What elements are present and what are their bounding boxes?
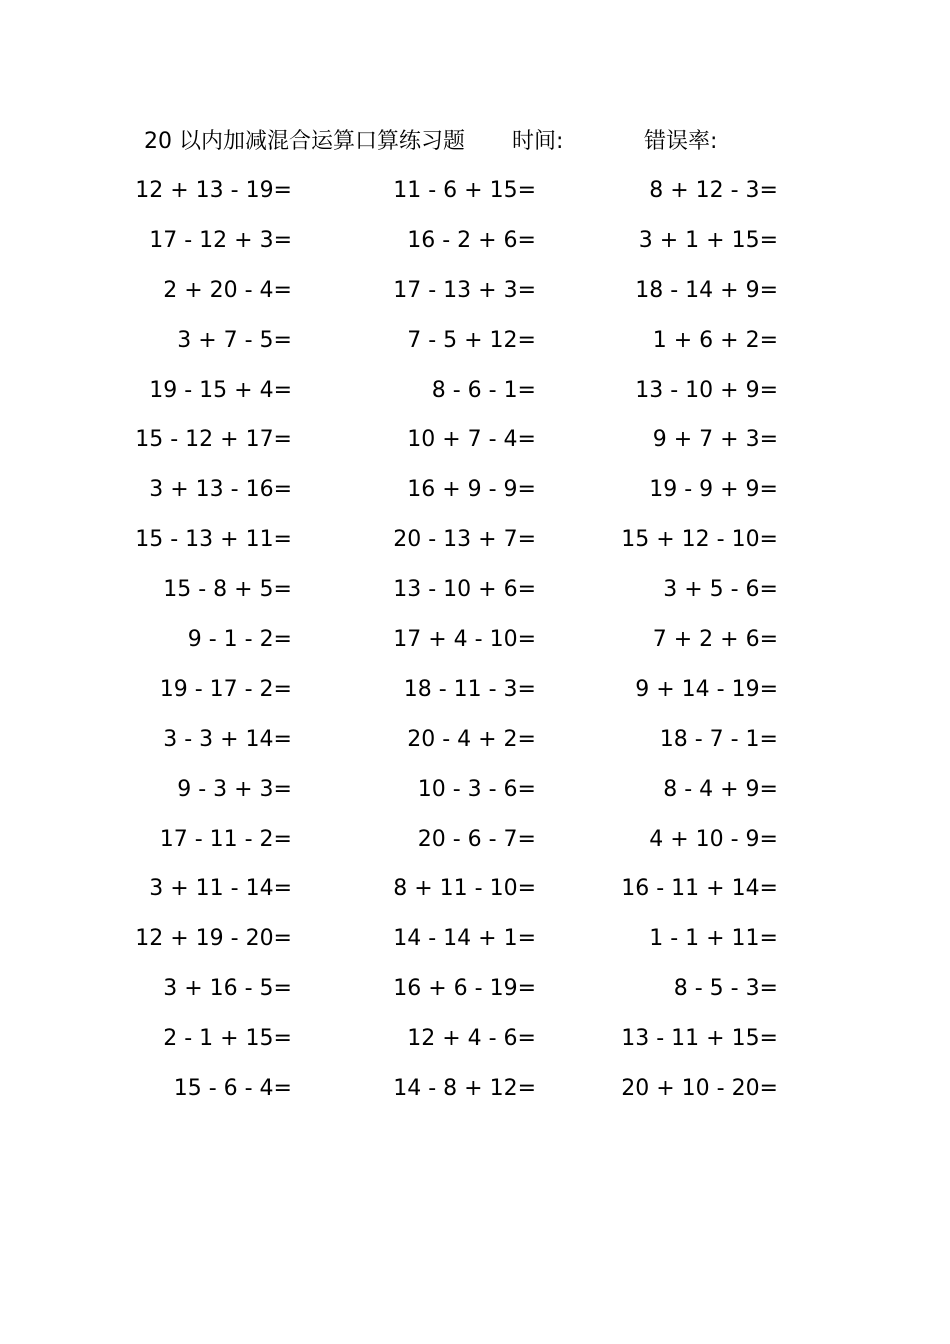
arithmetic-problem: 20 + 10 - 20= <box>621 1076 778 1102</box>
problem-row <box>0 720 950 770</box>
worksheet-title: 20 以内加减混合运算口算练习题 <box>144 129 465 154</box>
arithmetic-problem: 8 + 11 - 10= <box>393 876 536 902</box>
arithmetic-problem: 3 + 1 + 15= <box>638 227 778 253</box>
arithmetic-problem: 13 - 10 + 6= <box>393 577 536 603</box>
arithmetic-problem: 16 + 6 - 19= <box>393 976 536 1002</box>
arithmetic-problem: 2 - 1 + 15= <box>163 1026 292 1052</box>
arithmetic-problem: 10 + 7 - 4= <box>407 427 536 453</box>
arithmetic-problem: 15 - 12 + 17= <box>135 427 292 453</box>
arithmetic-problem: 19 - 17 - 2= <box>159 676 292 702</box>
arithmetic-problem: 17 + 4 - 10= <box>393 627 536 653</box>
arithmetic-problem: 3 + 13 - 16= <box>149 477 292 503</box>
problem-row <box>0 171 950 221</box>
arithmetic-problem: 8 - 6 - 1= <box>431 377 536 403</box>
arithmetic-problem: 17 - 11 - 2= <box>159 826 292 852</box>
arithmetic-problem: 11 - 6 + 15= <box>393 178 536 203</box>
arithmetic-problem: 14 - 8 + 12= <box>393 1076 536 1102</box>
arithmetic-problem: 14 - 14 + 1= <box>393 926 536 952</box>
arithmetic-problem: 4 + 10 - 9= <box>649 826 778 852</box>
arithmetic-problem: 1 + 6 + 2= <box>652 327 778 353</box>
problem-row <box>0 770 950 820</box>
arithmetic-problem: 10 - 3 - 6= <box>417 776 536 802</box>
arithmetic-problem: 16 - 2 + 6= <box>407 227 536 253</box>
arithmetic-problem: 15 - 13 + 11= <box>135 527 292 553</box>
arithmetic-problem: 20 - 4 + 2= <box>407 726 536 752</box>
problem-row <box>0 520 950 570</box>
arithmetic-problem: 3 + 16 - 5= <box>163 976 292 1002</box>
arithmetic-problem: 19 - 9 + 9= <box>649 477 778 503</box>
problem-row <box>0 969 950 1019</box>
arithmetic-problem: 3 + 7 - 5= <box>177 327 292 353</box>
problem-row <box>0 371 950 421</box>
arithmetic-problem: 17 - 12 + 3= <box>149 227 292 253</box>
arithmetic-problem: 13 - 10 + 9= <box>635 377 778 403</box>
arithmetic-problem: 12 + 19 - 20= <box>135 926 292 952</box>
problem-row <box>0 321 950 371</box>
problem-row <box>0 221 950 271</box>
arithmetic-problem: 9 + 7 + 3= <box>652 427 778 453</box>
arithmetic-problem: 1 - 1 + 11= <box>649 926 778 952</box>
arithmetic-problem: 3 - 3 + 14= <box>163 726 292 752</box>
arithmetic-problem: 12 + 4 - 6= <box>407 1026 536 1052</box>
arithmetic-problem: 20 - 6 - 7= <box>417 826 536 852</box>
arithmetic-problem: 8 + 12 - 3= <box>649 178 778 203</box>
arithmetic-problem: 18 - 7 - 1= <box>659 726 778 752</box>
arithmetic-problem: 17 - 13 + 3= <box>393 277 536 303</box>
arithmetic-problem: 8 - 5 - 3= <box>673 976 778 1002</box>
arithmetic-problem: 7 - 5 + 12= <box>407 327 536 353</box>
arithmetic-problem: 3 + 5 - 6= <box>663 577 778 603</box>
arithmetic-problem: 18 - 14 + 9= <box>635 277 778 303</box>
problem-row <box>0 420 950 470</box>
arithmetic-problem: 19 - 15 + 4= <box>149 377 292 403</box>
problem-grid <box>0 171 950 1119</box>
arithmetic-problem: 20 - 13 + 7= <box>393 527 536 553</box>
arithmetic-problem: 3 + 11 - 14= <box>149 876 292 902</box>
problem-row <box>0 271 950 321</box>
arithmetic-problem: 15 + 12 - 10= <box>621 527 778 553</box>
problem-row <box>0 470 950 520</box>
arithmetic-problem: 9 - 1 - 2= <box>187 627 292 653</box>
time-label: 时间: <box>512 129 564 154</box>
arithmetic-problem: 13 - 11 + 15= <box>621 1026 778 1052</box>
arithmetic-problem: 2 + 20 - 4= <box>163 277 292 303</box>
arithmetic-problem: 12 + 13 - 19= <box>135 178 292 203</box>
problem-row <box>0 620 950 670</box>
problem-row <box>0 869 950 919</box>
worksheet-header <box>0 124 950 160</box>
problem-row <box>0 670 950 720</box>
arithmetic-problem: 8 - 4 + 9= <box>663 776 778 802</box>
arithmetic-problem: 9 - 3 + 3= <box>177 776 292 802</box>
arithmetic-problem: 15 - 8 + 5= <box>163 577 292 603</box>
problem-row <box>0 1069 950 1119</box>
problem-row <box>0 919 950 969</box>
arithmetic-problem: 7 + 2 + 6= <box>652 627 778 653</box>
error-rate-label: 错误率: <box>644 129 718 154</box>
arithmetic-problem: 18 - 11 - 3= <box>403 676 536 702</box>
arithmetic-problem: 9 + 14 - 19= <box>635 676 778 702</box>
arithmetic-problem: 15 - 6 - 4= <box>173 1076 292 1102</box>
problem-row <box>0 570 950 620</box>
problem-row <box>0 820 950 870</box>
arithmetic-problem: 16 - 11 + 14= <box>621 876 778 902</box>
problem-row <box>0 1019 950 1069</box>
arithmetic-problem: 16 + 9 - 9= <box>407 477 536 503</box>
